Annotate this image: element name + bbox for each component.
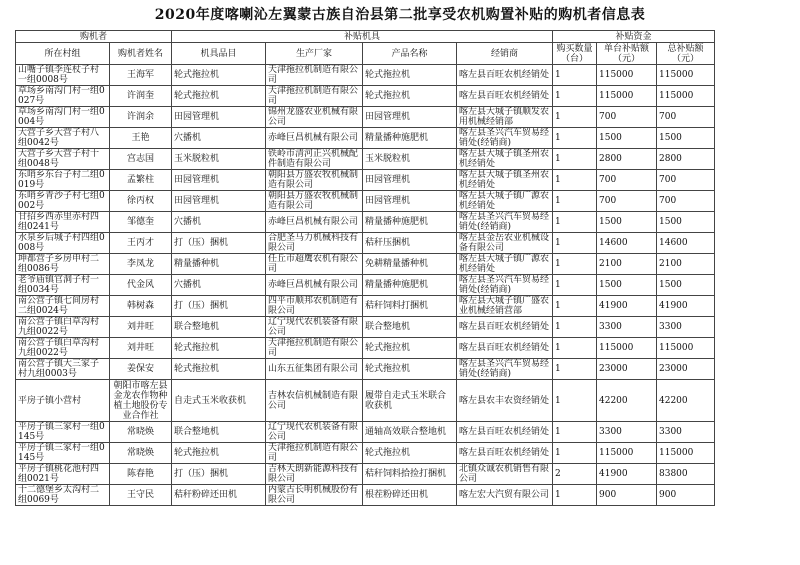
qty-cell: 1 <box>553 485 597 506</box>
location-cell: 大营子乡大营子村十组0048号 <box>16 149 110 170</box>
header-dealer: 经销商 <box>457 43 553 65</box>
manufacturer-cell: 赤峰巨昌机械有限公司 <box>266 275 363 296</box>
qty-cell: 1 <box>553 296 597 317</box>
table-row <box>16 86 715 107</box>
unit-subsidy-cell: 41900 <box>597 296 657 317</box>
total-subsidy-cell: 2100 <box>657 254 715 275</box>
qty-cell: 1 <box>553 212 597 233</box>
table-row <box>16 380 715 422</box>
location-cell: 平房子镇小营村 <box>16 380 110 422</box>
qty-cell: 1 <box>553 422 597 443</box>
unit-subsidy-cell: 115000 <box>597 338 657 359</box>
unit-subsidy-cell: 1500 <box>597 275 657 296</box>
table-row <box>16 107 715 128</box>
location-cell: 南公营子镇七间房村二组0024号 <box>16 296 110 317</box>
location-cell: 东哨乡东台子村二组0019号 <box>16 170 110 191</box>
qty-cell: 1 <box>553 275 597 296</box>
item-cell: 轮式拖拉机 <box>172 359 266 380</box>
table-row <box>16 149 715 170</box>
product-cell: 精量播种施肥机 <box>363 212 457 233</box>
total-subsidy-cell: 115000 <box>657 443 715 464</box>
buyer-name-cell: 王海军 <box>110 65 172 86</box>
item-cell: 田园管理机 <box>172 191 266 212</box>
qty-cell: 1 <box>553 65 597 86</box>
header-location: 所在村组 <box>16 43 110 65</box>
buyer-name-cell: 刘井旺 <box>110 317 172 338</box>
item-cell: 打（压）捆机 <box>172 233 266 254</box>
header-group-row <box>16 31 715 43</box>
table-row <box>16 233 715 254</box>
qty-cell: 2 <box>553 464 597 485</box>
unit-subsidy-cell: 1500 <box>597 128 657 149</box>
item-cell: 田园管理机 <box>172 170 266 191</box>
qty-cell: 1 <box>553 338 597 359</box>
unit-subsidy-cell: 115000 <box>597 65 657 86</box>
product-cell: 秸秆饲料打捆机 <box>363 296 457 317</box>
dealer-cell: 喀左县大城子镇圣州农机经销处 <box>457 149 553 170</box>
manufacturer-cell: 朝阳县万盛农牧机械制造有限公司 <box>266 170 363 191</box>
qty-cell: 1 <box>553 254 597 275</box>
total-subsidy-cell: 115000 <box>657 86 715 107</box>
item-cell: 打（压）捆机 <box>172 296 266 317</box>
total-subsidy-cell: 115000 <box>657 338 715 359</box>
buyer-name-cell: 李凤龙 <box>110 254 172 275</box>
header-buyer-group: 购机者 <box>16 31 172 43</box>
unit-subsidy-cell: 700 <box>597 170 657 191</box>
manufacturer-cell: 辽宁现代农机装备有限公司 <box>266 317 363 338</box>
manufacturer-cell: 天津拖拉机制造有限公司 <box>266 338 363 359</box>
manufacturer-cell: 天津拖拉机制造有限公司 <box>266 443 363 464</box>
location-cell: 南公营子镇白草沟村九组0022号 <box>16 317 110 338</box>
header-manufacturer: 生产厂家 <box>266 43 363 65</box>
unit-subsidy-cell: 900 <box>597 485 657 506</box>
location-cell: 山嘴子镇李连杖子村一组0008号 <box>16 65 110 86</box>
header-product: 产品名称 <box>363 43 457 65</box>
manufacturer-cell: 朝阳县万盛农牧机械制造有限公司 <box>266 191 363 212</box>
table-row <box>16 212 715 233</box>
table-row <box>16 191 715 212</box>
unit-subsidy-cell: 115000 <box>597 86 657 107</box>
manufacturer-cell: 铁岭市清河正兴机械配件制造有限公司 <box>266 149 363 170</box>
total-subsidy-cell: 3300 <box>657 317 715 338</box>
total-subsidy-cell: 700 <box>657 191 715 212</box>
header-column-row <box>16 43 715 65</box>
location-cell: 大营子乡大营子村八组0042号 <box>16 128 110 149</box>
dealer-cell: 喀左县百旺农机经销处 <box>457 443 553 464</box>
product-cell: 秸秆压捆机 <box>363 233 457 254</box>
total-subsidy-cell: 42200 <box>657 380 715 422</box>
location-cell: 平房子镇桃花池村四组0021号 <box>16 464 110 485</box>
product-cell: 田园管理机 <box>363 170 457 191</box>
location-cell: 平房子镇三家村一组0145号 <box>16 422 110 443</box>
product-cell: 轮式拖拉机 <box>363 359 457 380</box>
manufacturer-cell: 天津拖拉机制造有限公司 <box>266 65 363 86</box>
qty-cell: 1 <box>553 359 597 380</box>
product-cell: 轮式拖拉机 <box>363 86 457 107</box>
table-row <box>16 422 715 443</box>
product-cell: 通轴高效联合整地机 <box>363 422 457 443</box>
qty-cell: 1 <box>553 149 597 170</box>
unit-subsidy-cell: 1500 <box>597 212 657 233</box>
product-cell: 田园管理机 <box>363 107 457 128</box>
table-row <box>16 317 715 338</box>
location-cell: 南公营子镇白草沟村九组0022号 <box>16 338 110 359</box>
item-cell: 精量播种机 <box>172 254 266 275</box>
manufacturer-cell: 山东五征集团有限公司 <box>266 359 363 380</box>
total-subsidy-cell: 700 <box>657 170 715 191</box>
product-cell: 免耕精量播种机 <box>363 254 457 275</box>
manufacturer-cell: 任丘市超鹰农机有限公司 <box>266 254 363 275</box>
dealer-cell: 喀左县农丰农资经销处 <box>457 380 553 422</box>
location-cell: 老爷庙镇官洞子村一组0034号 <box>16 275 110 296</box>
buyer-name-cell: 徐丙权 <box>110 191 172 212</box>
total-subsidy-cell: 2800 <box>657 149 715 170</box>
buyer-name-cell: 姜保安 <box>110 359 172 380</box>
dealer-cell: 喀左县百旺农机经销处 <box>457 338 553 359</box>
total-subsidy-cell: 23000 <box>657 359 715 380</box>
item-cell: 穴播机 <box>172 212 266 233</box>
location-cell: 十二德堡乡太沟村二组0069号 <box>16 485 110 506</box>
manufacturer-cell: 四平市顺邦农机制造有限公司 <box>266 296 363 317</box>
table-row <box>16 338 715 359</box>
buyer-name-cell: 王守民 <box>110 485 172 506</box>
unit-subsidy-cell: 2100 <box>597 254 657 275</box>
location-cell: 坤都营子乡房申村二组0086号 <box>16 254 110 275</box>
buyer-name-cell: 常晓焕 <box>110 443 172 464</box>
buyer-info-table <box>15 30 715 506</box>
unit-subsidy-cell: 700 <box>597 191 657 212</box>
qty-cell: 1 <box>553 86 597 107</box>
total-subsidy-cell: 1500 <box>657 212 715 233</box>
buyer-name-cell: 刘井旺 <box>110 338 172 359</box>
item-cell: 轮式拖拉机 <box>172 86 266 107</box>
item-cell: 玉米脱粒机 <box>172 149 266 170</box>
product-cell: 履带自走式玉米联合收获机 <box>363 380 457 422</box>
dealer-cell: 喀左县百旺农机经销处 <box>457 86 553 107</box>
location-cell: 东哨乡青沙子村七组0002号 <box>16 191 110 212</box>
total-subsidy-cell: 115000 <box>657 65 715 86</box>
unit-subsidy-cell: 14600 <box>597 233 657 254</box>
qty-cell: 1 <box>553 128 597 149</box>
manufacturer-cell: 合肥圣马力机械科技有限公司 <box>266 233 363 254</box>
manufacturer-cell: 吉林天朗新能源科技有限公司 <box>266 464 363 485</box>
qty-cell: 1 <box>553 380 597 422</box>
unit-subsidy-cell: 700 <box>597 107 657 128</box>
manufacturer-cell: 辽宁现代农机装备有限公司 <box>266 422 363 443</box>
item-cell: 田园管理机 <box>172 107 266 128</box>
table-row <box>16 359 715 380</box>
qty-cell: 1 <box>553 233 597 254</box>
dealer-cell: 喀左宏大汽贸有限公司 <box>457 485 553 506</box>
buyer-name-cell: 王艳 <box>110 128 172 149</box>
dealer-cell: 喀左县圣兴汽车贸易经销处(经销商) <box>457 128 553 149</box>
dealer-cell: 喀左县圣兴汽车贸易经销处(经销商) <box>457 212 553 233</box>
header-machine-group: 补贴机具 <box>172 31 553 43</box>
qty-cell: 1 <box>553 443 597 464</box>
item-cell: 自走式玉米收获机 <box>172 380 266 422</box>
buyer-name-cell: 孟繁柱 <box>110 170 172 191</box>
unit-subsidy-cell: 42200 <box>597 380 657 422</box>
header-buyer-name: 购机者姓名 <box>110 43 172 65</box>
dealer-cell: 北镇众诚农机销售有限公司 <box>457 464 553 485</box>
item-cell: 轮式拖拉机 <box>172 443 266 464</box>
buyer-name-cell: 常晓焕 <box>110 422 172 443</box>
document-title: 2020年度喀喇沁左翼蒙古族自治县第二批享受农机购置补贴的购机者信息表 <box>154 7 646 23</box>
item-cell: 联合整地机 <box>172 422 266 443</box>
item-cell: 打（压）捆机 <box>172 464 266 485</box>
item-cell: 穴播机 <box>172 275 266 296</box>
item-cell: 穴播机 <box>172 128 266 149</box>
product-cell: 秸秆饲料拾捡打捆机 <box>363 464 457 485</box>
unit-subsidy-cell: 115000 <box>597 443 657 464</box>
table-row <box>16 65 715 86</box>
product-cell: 精量播种施肥机 <box>363 275 457 296</box>
total-subsidy-cell: 700 <box>657 107 715 128</box>
product-cell: 精量播种施肥机 <box>363 128 457 149</box>
manufacturer-cell: 赤峰巨昌机械有限公司 <box>266 128 363 149</box>
table-row <box>16 254 715 275</box>
manufacturer-cell: 赤峰巨昌机械有限公司 <box>266 212 363 233</box>
buyer-name-cell: 陈春艳 <box>110 464 172 485</box>
dealer-cell: 喀左县大城子镇广源农机经销处 <box>457 254 553 275</box>
table-row <box>16 485 715 506</box>
dealer-cell: 喀左县圣兴汽车贸易经销处(经销商) <box>457 359 553 380</box>
buyer-name-cell: 许润余 <box>110 107 172 128</box>
buyer-name-cell: 邹德奎 <box>110 212 172 233</box>
total-subsidy-cell: 41900 <box>657 296 715 317</box>
manufacturer-cell: 天津拖拉机制造有限公司 <box>266 86 363 107</box>
dealer-cell: 喀左县大城子镇广源农机经销处 <box>457 191 553 212</box>
dealer-cell: 喀左县百旺农机经销处 <box>457 317 553 338</box>
item-cell: 轮式拖拉机 <box>172 65 266 86</box>
product-cell: 轮式拖拉机 <box>363 65 457 86</box>
table-row <box>16 464 715 485</box>
location-cell: 平房子镇三家村一组0145号 <box>16 443 110 464</box>
header-item: 机具品目 <box>172 43 266 65</box>
unit-subsidy-cell: 3300 <box>597 422 657 443</box>
qty-cell: 1 <box>553 170 597 191</box>
qty-cell: 1 <box>553 107 597 128</box>
product-cell: 田园管理机 <box>363 191 457 212</box>
location-cell: 南公营子镇大三家子村九组0003号 <box>16 359 110 380</box>
qty-cell: 1 <box>553 317 597 338</box>
buyer-name-cell: 韩树森 <box>110 296 172 317</box>
table-row <box>16 128 715 149</box>
dealer-cell: 喀左县大城子镇圣州农机经销处 <box>457 170 553 191</box>
product-cell: 玉米脱粒机 <box>363 149 457 170</box>
dealer-cell: 喀左县百旺农机经销处 <box>457 422 553 443</box>
total-subsidy-cell: 3300 <box>657 422 715 443</box>
item-cell: 轮式拖拉机 <box>172 338 266 359</box>
item-cell: 联合整地机 <box>172 317 266 338</box>
dealer-cell: 喀左县圣兴汽车贸易经销处(经销商) <box>457 275 553 296</box>
qty-cell: 1 <box>553 191 597 212</box>
dealer-cell: 喀左县大城子镇广盛农业机械经销营部 <box>457 296 553 317</box>
location-cell: 甘招乡西赤里赤村四组0241号 <box>16 212 110 233</box>
product-cell: 轮式拖拉机 <box>363 443 457 464</box>
location-cell: 草场乡南沟门村一组0004号 <box>16 107 110 128</box>
table-row <box>16 170 715 191</box>
table-row <box>16 275 715 296</box>
header-qty: 购买数量（台） <box>553 43 597 65</box>
dealer-cell: 喀左县金岳农业机械设备有限公司 <box>457 233 553 254</box>
buyer-name-cell: 朝阳市喀左县金龙农作物种植土地股份专业合作社 <box>110 380 172 422</box>
header-total-subsidy: 总补贴额（元） <box>657 43 715 65</box>
buyer-name-cell: 宫志国 <box>110 149 172 170</box>
unit-subsidy-cell: 2800 <box>597 149 657 170</box>
location-cell: 水泉乡后城子村四组0008号 <box>16 233 110 254</box>
total-subsidy-cell: 1500 <box>657 128 715 149</box>
product-cell: 联合整地机 <box>363 317 457 338</box>
dealer-cell: 喀左县大城子镇顺发农用机械经销部 <box>457 107 553 128</box>
manufacturer-cell: 内蒙古长明机械股份有限公司 <box>266 485 363 506</box>
unit-subsidy-cell: 3300 <box>597 317 657 338</box>
manufacturer-cell: 锦州龙盛农业机械有限公司 <box>266 107 363 128</box>
total-subsidy-cell: 900 <box>657 485 715 506</box>
table-row <box>16 443 715 464</box>
buyer-name-cell: 代金风 <box>110 275 172 296</box>
location-cell: 草场乡南沟门村一组0027号 <box>16 86 110 107</box>
buyer-name-cell: 许润奎 <box>110 86 172 107</box>
manufacturer-cell: 吉林农信机械制造有限公司 <box>266 380 363 422</box>
item-cell: 秸秆粉碎还田机 <box>172 485 266 506</box>
buyer-name-cell: 王丙才 <box>110 233 172 254</box>
product-cell: 根茬粉碎还田机 <box>363 485 457 506</box>
product-cell: 轮式拖拉机 <box>363 338 457 359</box>
dealer-cell: 喀左县百旺农机经销处 <box>457 65 553 86</box>
table-row <box>16 296 715 317</box>
total-subsidy-cell: 83800 <box>657 464 715 485</box>
unit-subsidy-cell: 41900 <box>597 464 657 485</box>
total-subsidy-cell: 1500 <box>657 275 715 296</box>
unit-subsidy-cell: 23000 <box>597 359 657 380</box>
header-fund-group: 补贴资金 <box>553 31 715 43</box>
total-subsidy-cell: 14600 <box>657 233 715 254</box>
header-unit-subsidy: 单台补贴额（元） <box>597 43 657 65</box>
